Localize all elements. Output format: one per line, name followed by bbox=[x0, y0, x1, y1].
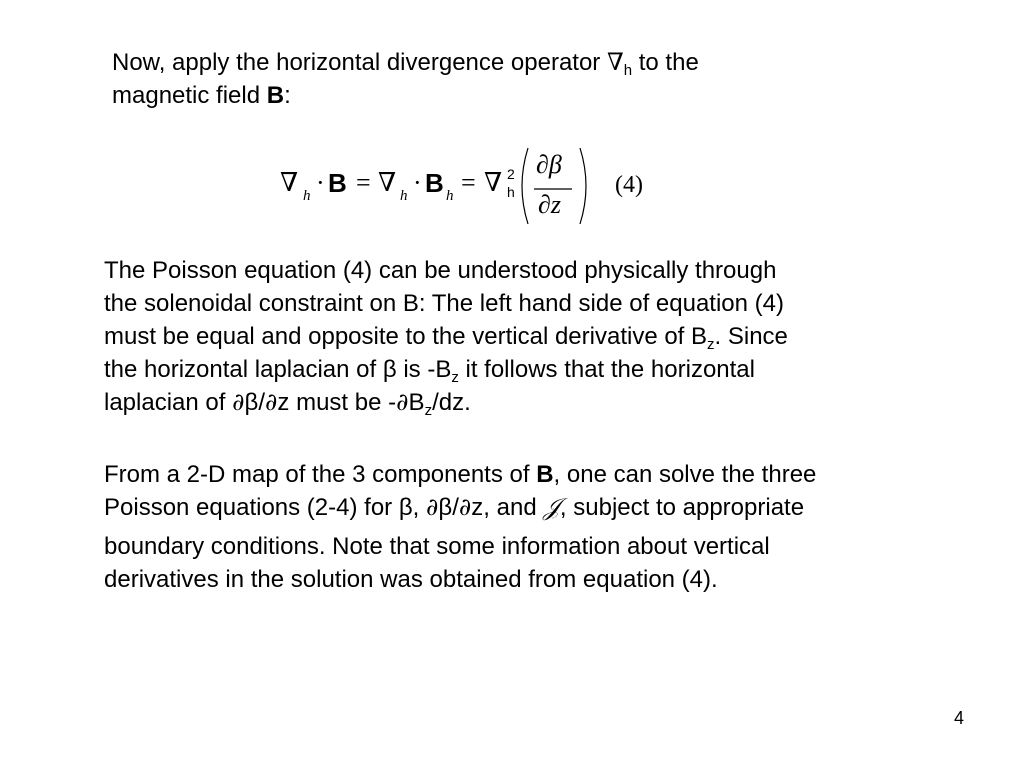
fraction-denominator: ∂z bbox=[538, 190, 561, 219]
bold-B: B bbox=[425, 168, 444, 198]
nabla-symbol: ∇ bbox=[280, 168, 299, 198]
current-density-symbol: 𝒥 bbox=[543, 495, 560, 521]
partial-symbol: ∂ bbox=[232, 388, 245, 416]
equation-number: (4) bbox=[615, 172, 643, 198]
page-number: 4 bbox=[953, 708, 964, 728]
intro-line-1: Now, apply the horizontal divergence operator $\nabla_h$ to the bbox=[112, 48, 699, 79]
paragraph-solution-method: From a 2-D map of the 3 components of B, one can solve the three Poisson equations (2-4) for β, ∂β/∂z, and 𝒥, subject to appropriate boundary conditions. Note that some information about vertical derivatives in the solution was obtained from equation (4). bbox=[104, 461, 817, 593]
equation-4: ∇ h · B = ∇ h · B h = ∇ 2 h ∂β ∂z (4) bbox=[276, 146, 676, 226]
bold-B: B bbox=[536, 461, 554, 488]
bold-B: B bbox=[266, 82, 285, 109]
partial-symbol: ∂ bbox=[458, 493, 472, 521]
partial-symbol: ∂ bbox=[425, 493, 439, 521]
nabla-symbol: ∇ bbox=[484, 168, 503, 198]
nabla-symbol: ∇ bbox=[378, 168, 397, 198]
partial-symbol: ∂ bbox=[265, 388, 278, 416]
intro-text bbox=[112, 46, 699, 112]
intro-line-2: magnetic field B: bbox=[112, 82, 291, 109]
paragraph-poisson-explanation: The Poisson equation (4) can be understood physically through the solenoidal constraint on B: The left hand side of equation (4) must be equal and opposite to the vertical derivative of $B_z$. Since the horizontal laplacian of β is $-B_z$ it follows that the horizontal laplacian of ∂β/∂z must be $-\partial B_z/dz$. bbox=[104, 257, 788, 419]
partial-symbol: ∂ bbox=[396, 388, 409, 416]
fraction-numerator: ∂β bbox=[536, 150, 562, 179]
bold-B: B bbox=[328, 168, 347, 198]
nabla-symbol: ∇ bbox=[606, 48, 624, 76]
